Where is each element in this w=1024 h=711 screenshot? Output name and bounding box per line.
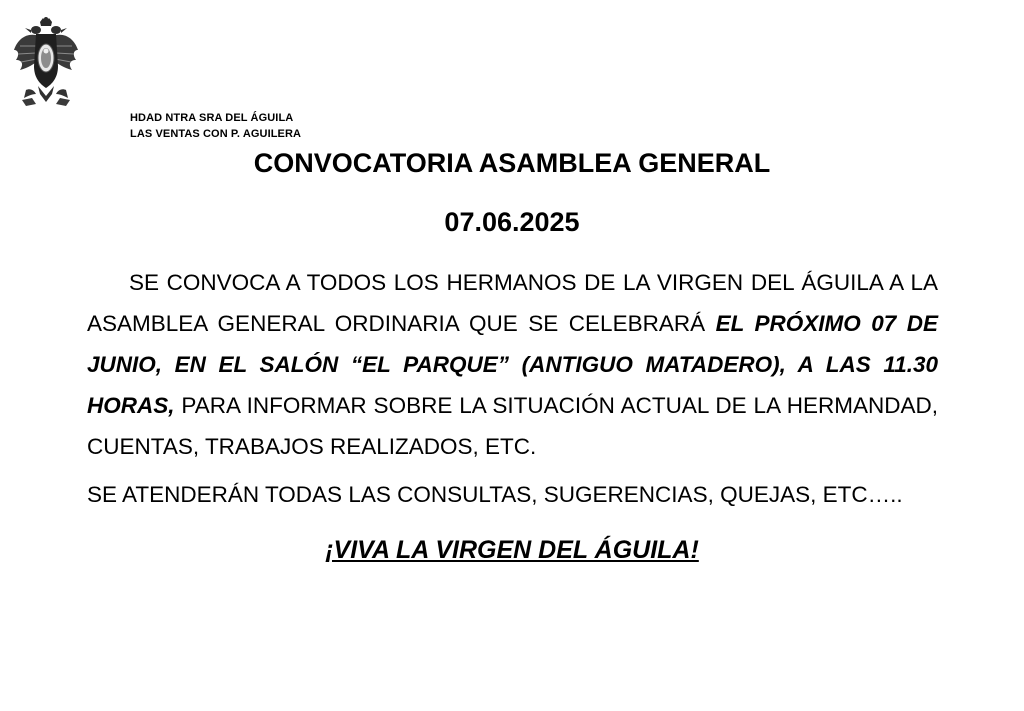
eagle-emblem-icon: [12, 16, 80, 108]
consultations-paragraph: SE ATENDERÁN TODAS LAS CONSULTAS, SUGERENCIAS, QUEJAS, ETC…..: [87, 482, 903, 507]
document-date: 07.06.2025: [444, 207, 580, 237]
convocation-intro: SE CONVOCA A TODOS LOS HERMANOS DE LA VIRGEN DEL ÁGUILA A LA ASAMBLEA GENERAL ORDINARIA QUE SE CELEBRARÁ: [87, 270, 938, 336]
organization-name: HDAD NTRA SRA DEL ÁGUILA: [130, 112, 294, 124]
closing-exclamation: ¡VIVA LA VIRGEN DEL ÁGUILA!: [325, 536, 699, 564]
organization-location: LAS VENTAS CON P. AGUILERA: [130, 128, 302, 140]
document-title: CONVOCATORIA ASAMBLEA GENERAL: [253, 148, 771, 178]
organization-header: [130, 110, 301, 142]
convocation-purpose: PARA INFORMAR SOBRE LA SITUACIÓN ACTUAL DE LA HERMANDAD, CUENTAS, TRABAJOS REALIZADOS, ETC.: [87, 393, 938, 459]
convocation-details: EL PRÓXIMO 07 DE JUNIO, EN EL SALÓN “EL PARQUE” (ANTIGUO MATADERO), A LAS 11.30 HORAS,: [87, 311, 938, 418]
convocation-paragraph: [87, 262, 938, 467]
